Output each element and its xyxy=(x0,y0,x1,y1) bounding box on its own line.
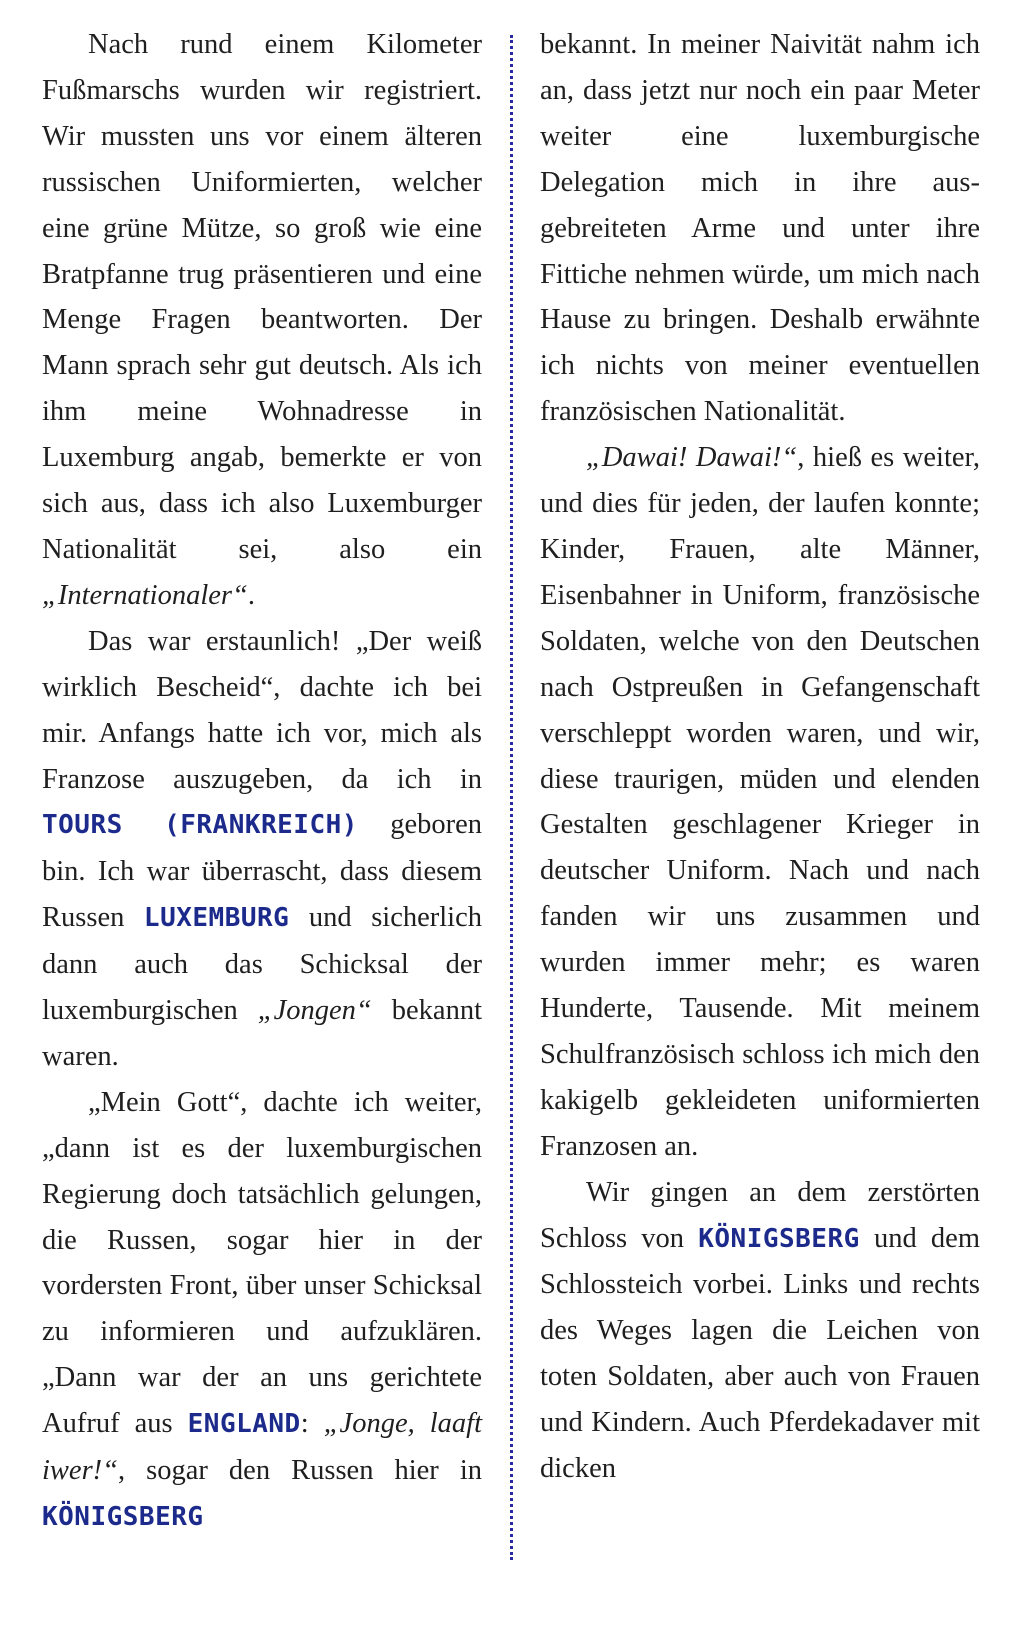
place-name-luxemburg: LUXEMBURG xyxy=(143,903,290,934)
paragraph-mein-gott xyxy=(42,1080,482,1541)
text-run: . xyxy=(247,579,255,611)
place-name-koenigsberg: KÖNIGSBERG xyxy=(698,1223,860,1254)
italic-quote: „Internationaler“ xyxy=(42,579,248,611)
text-run: „Mein Gott“, dachte ich weiter, „dann ist es der luxemburgischen Regierung doch tatsächlich gelungen, die Russen, sogar hier in der vordersten Front, über unser Schicksal zu informieren und aufzuklären. „Dann war der an uns gerichtete Aufruf aus xyxy=(42,1086,482,1440)
paragraph-naivety: bekannt. In meiner Naivität nahm ich an, dass jetzt nur noch ein paar Meter weiter eine luxemburgische Delegation mich in ihre ausgebreiteten Arme und unter ihre Fittiche nehmen würde, um mich nach Hause zu bringen. Deshalb erwähnte ich nichts von meiner eventuellen französischen Nationalität. xyxy=(540,29,980,428)
text-run: Das war erstaunlich! „Der weiß wirklich Bescheid“, dachte ich bei mir. Anfangs hatte ich vor, mich als Franzose auszugeben, da ich in xyxy=(42,625,482,795)
paragraph-surprise xyxy=(42,619,482,1080)
right-column xyxy=(540,22,980,1492)
paragraph-castle xyxy=(540,1170,980,1492)
text-run: , hieß es weiter, und dies für jeden, der laufen konnte; Kinder, Frauen, alte Männer, Eisenbahner in Uniform, französische Soldaten, welche von den Deutschen nach Ostpreußen in Gefangenschaft verschleppt worden waren, und wir, diese traurigen, müden und elenden Gestalten geschlagener Krieger in deutscher Uniform. Nach und nach fanden wir uns zusammen und wurden immer mehr; es waren Hunderte, Tausende. Mit meinem Schulfranzösisch schloss ich mich den kakigelb gekleideten uniformierten Franzosen an. xyxy=(540,442,980,1162)
column-divider xyxy=(510,35,513,1560)
text-run: geboren bin. Ich war überrascht, dass diesem Russen xyxy=(42,809,482,934)
place-name-tours: TOURS (FRANKREICH) xyxy=(42,810,358,841)
text-run: und dem Schlossteich vorbei. Links und rechts des Weges lagen die Leichen von toten Soldaten, aber auch von Frauen und Kindern. Auch Pferdekadaver mit dicken xyxy=(540,1222,980,1485)
text-run: Wir gingen an dem zerstörten Schloss von xyxy=(540,1176,980,1254)
italic-quote: „Dawai! Dawai!“ xyxy=(586,442,798,474)
place-name-england: ENGLAND xyxy=(187,1409,301,1440)
text-run: und sicherlich dann auch das Schicksal der luxemburgischen xyxy=(42,902,482,1027)
text-run: bekannt waren. xyxy=(42,995,482,1072)
text-run: : xyxy=(300,1408,324,1440)
italic-quote: „Jongen“ xyxy=(257,995,372,1027)
left-column xyxy=(42,22,482,1541)
text-run: Nach rund einem Kilometer Fußmarschs wurden wir registriert. Wir mussten uns vor einem älteren russischen Uniformierten, welcher eine grüne Mütze, so groß wie eine Bratpfanne trug präsentieren und eine Menge Fragen beantworten. Der Mann sprach sehr gut deutsch. Als ich ihm meine Wohnadresse in Luxemburg angab, bemerkte er von sich aus, dass ich also Luxemburger Nationalität sei, also ein xyxy=(42,29,482,565)
place-name-koenigsberg: KÖNIGSBERG xyxy=(42,1502,204,1532)
italic-quote: „Jonge, laaft iwer!“ xyxy=(42,1408,483,1487)
text-run: , sogar den Russen hier in xyxy=(118,1455,482,1487)
paragraph-dawai xyxy=(540,435,980,1170)
paragraph-registration xyxy=(42,22,482,619)
